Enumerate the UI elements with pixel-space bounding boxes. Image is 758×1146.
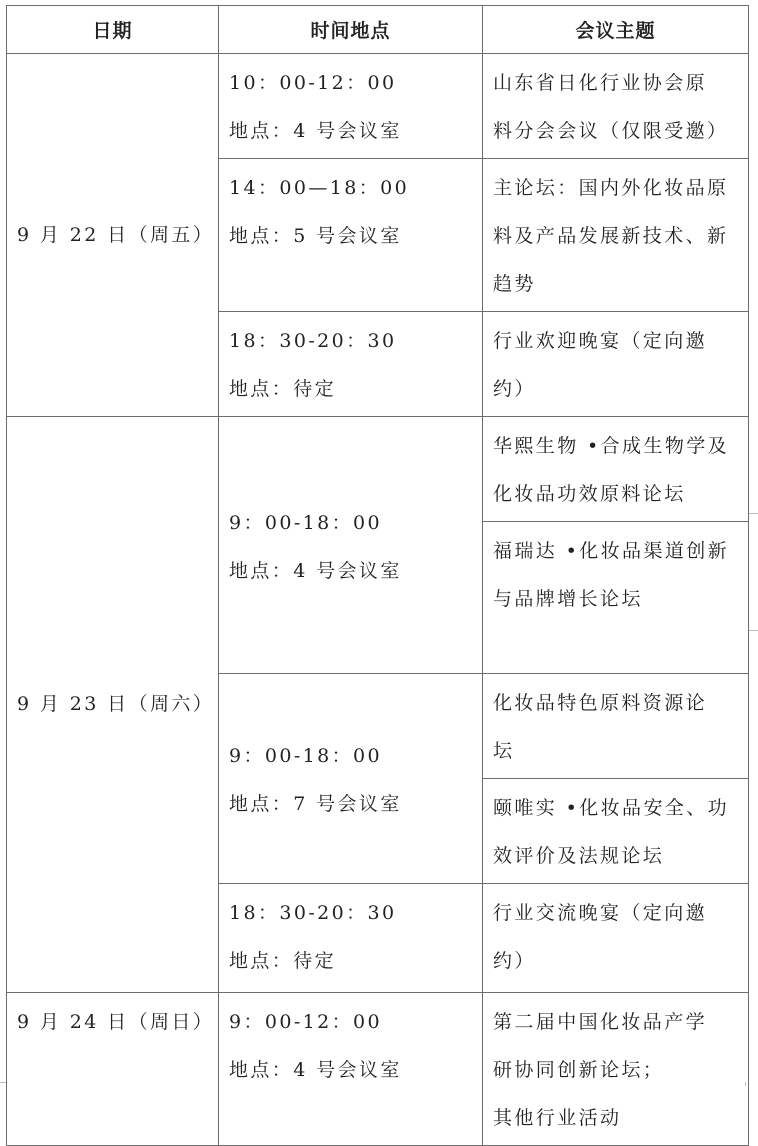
topic-line: 其他行业活动	[493, 1107, 622, 1129]
topic-cell	[482, 311, 749, 417]
topic-line: 华熙生物 •合成生物学及	[493, 435, 730, 457]
topic-line: 料分会会议（仅限受邀）	[493, 120, 729, 142]
topic-cell	[482, 673, 749, 779]
time-place-cell	[218, 992, 483, 1146]
time-place-cell	[218, 416, 483, 674]
place-text: 地点：5 号会议室	[229, 225, 402, 247]
date-cell	[6, 992, 219, 1146]
place-text: 地点：7 号会议室	[229, 793, 402, 815]
header-date: 日期	[6, 5, 219, 54]
topic-line: 与品牌增长论坛	[493, 588, 643, 610]
time-text: 9：00-18：00	[229, 745, 383, 767]
topic-line: 趋势	[493, 273, 536, 295]
topic-line: 化妆品特色原料资源论	[493, 692, 708, 714]
topic-line: 主论坛：国内外化妆品原	[493, 177, 729, 199]
date-cell	[6, 53, 219, 417]
header-topic: 会议主题	[482, 5, 749, 54]
edge-artifact	[749, 630, 758, 631]
topic-line: 化妆品功效原料论坛	[493, 483, 686, 505]
topic-line: 效评价及法规论坛	[493, 845, 665, 867]
topic-line: 颐唯实 •化妆品安全、功	[493, 797, 730, 819]
place-text: 地点：4 号会议室	[229, 1059, 402, 1081]
topic-cell	[482, 416, 749, 522]
time-text: 9：00-12：00	[229, 1011, 383, 1033]
topic-line: 行业交流晚宴（定向邀	[493, 902, 708, 924]
topic-cell	[482, 992, 749, 1146]
time-place-cell	[218, 311, 483, 417]
topic-cell	[482, 521, 749, 674]
time-text: 18：30-20：30	[229, 330, 397, 352]
topic-cell	[482, 158, 749, 312]
topic-line: 行业欢迎晚宴（定向邀	[493, 330, 708, 352]
place-text: 地点：4 号会议室	[229, 120, 402, 142]
edge-artifact	[749, 513, 758, 514]
topic-line: 坛	[493, 740, 515, 762]
time-text: 18：30-20：30	[229, 902, 397, 924]
topic-line: 福瑞达 •化妆品渠道创新	[493, 540, 730, 562]
date-cell	[6, 416, 219, 993]
topic-line: 料及产品发展新技术、新	[493, 225, 729, 247]
agenda-table	[6, 5, 749, 1129]
topic-line: 研协同创新论坛；	[493, 1059, 665, 1081]
time-text: 9：00-18：00	[229, 512, 383, 534]
topic-cell	[482, 778, 749, 884]
edge-artifact	[745, 1082, 746, 1086]
time-text: 14：00—18：00	[229, 177, 410, 199]
time-place-cell	[218, 883, 483, 993]
edge-artifact	[0, 1082, 6, 1083]
place-text: 地点：待定	[229, 950, 337, 972]
time-place-cell	[218, 673, 483, 884]
topic-line: 第二届中国化妆品产学	[493, 1011, 708, 1033]
date-text: 9 月 24 日（周日）	[17, 1011, 215, 1033]
topic-cell	[482, 53, 749, 159]
place-text: 地点：待定	[229, 378, 337, 400]
header-time-place: 时间地点	[218, 5, 483, 54]
time-place-cell	[218, 53, 483, 159]
date-text: 9 月 22 日（周五）	[17, 224, 215, 246]
topic-line: 山东省日化行业协会原	[493, 72, 708, 94]
topic-line: 约）	[493, 950, 536, 972]
place-text: 地点：4 号会议室	[229, 560, 402, 582]
date-text: 9 月 23 日（周六）	[17, 693, 215, 715]
time-text: 10：00-12：00	[229, 72, 397, 94]
topic-line: 约）	[493, 378, 536, 400]
topic-cell	[482, 883, 749, 993]
time-place-cell	[218, 158, 483, 312]
